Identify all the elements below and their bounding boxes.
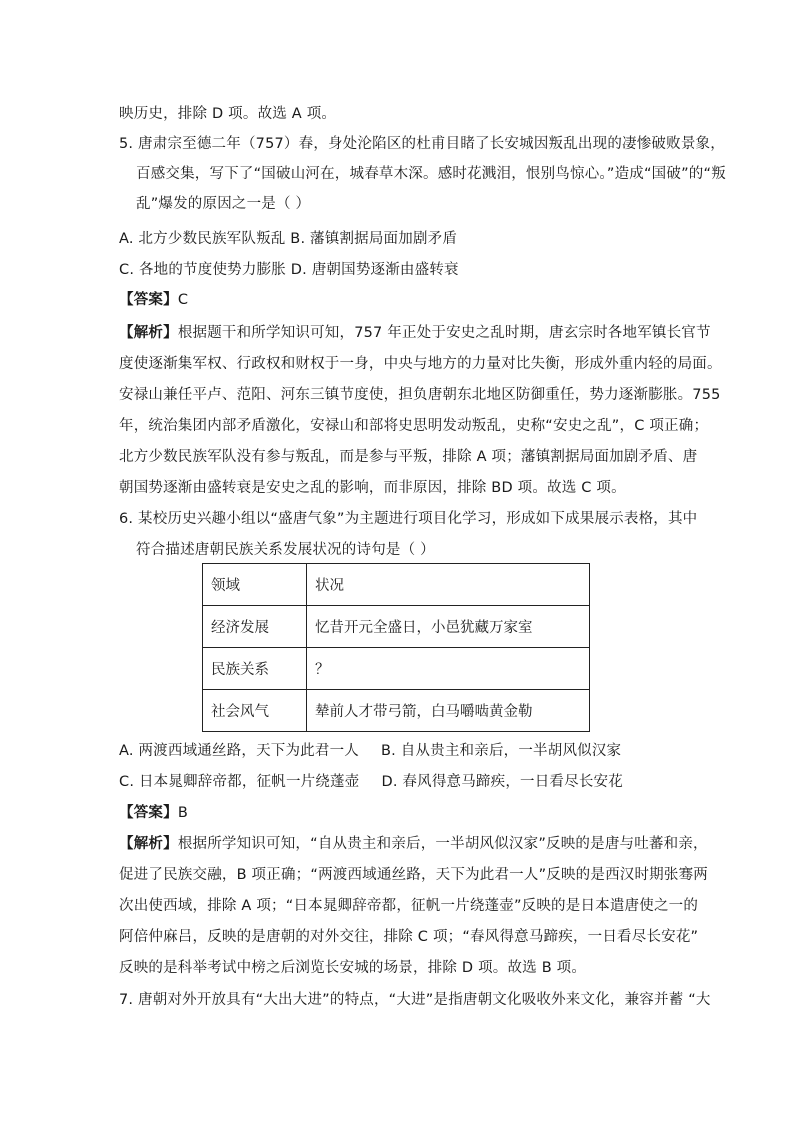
table-cell: 领域 [203,564,307,606]
analysis-tag: 【解析】 [119,836,178,852]
table-cell: 经济发展 [203,606,307,648]
analysis-5-line: 度使逐渐集军权、行政权和财权于一身，中央与地方的力量对比失衡，形成外重内轻的局面。 [119,356,722,372]
analysis-5-line: 年，统治集团内部矛盾激化，安禄山和部将史思明发动叛乱，史称“安史之乱”，C 项正确； [119,418,709,434]
option-a: A. 两渡西域通丝路，天下为此君一人 [119,743,359,759]
question-6-options-cd [119,772,623,792]
answer-6 [119,803,188,823]
table-cell: 社会风气 [203,690,307,732]
question-6-stem: 符合描述唐朝民族关系发展状况的诗句是（ ） [136,542,435,558]
question-7-stem: 7. 唐朝对外开放具有“大出大进”的特点，“大进”是指唐朝文化吸收外来文化，兼容并蓄 “大 [119,992,711,1008]
answer-tag: 【答案】 [119,805,178,821]
analysis-text: 根据所学知识可知，“自从贵主和亲后，一半胡风似汉家”反映的是唐与吐蕃和亲， [177,836,708,852]
answer-value: B [177,805,188,821]
question-5-options-ab: A. 北方少数民族军队叛乱 B. 藩镇割据局面加剧矛盾 [119,231,458,247]
achievement-table [202,563,590,732]
option-d: D. 春风得意马蹄疾，一日看尽长安花 [381,774,623,790]
analysis-5-line: 北方少数民族军队没有参与叛乱，而是参与平叛，排除 A 项；藩镇割据局面加剧矛盾、唐 [119,449,698,465]
analysis-text: 根据题干和所学知识可知，757 年正处于安史之乱时期，唐玄宗时各地军镇长官节 [177,325,711,341]
analysis-5 [119,323,711,343]
table-cell: 辇前人才带弓箭，白马嚼啮黄金勒 [307,690,590,732]
table-cell: ？ [307,648,590,690]
answer-5 [119,290,188,310]
analysis-5-line: 安禄山兼任平卢、范阳、河东三镇节度使，担负唐朝东北地区防御重任，势力逐渐膨胀。755 [119,387,721,403]
question-6-stem: 6. 某校历史兴趣小组以“盛唐气象”为主题进行项目化学习，形成如下成果展示表格，其中 [119,511,698,527]
table-cell: 状况 [307,564,590,606]
analysis-6 [119,834,708,854]
analysis-6-line: 促进了民族交融，B 项正确；“两渡西域通丝路，天下为此君一人”反映的是西汉时期张骞两 [119,867,708,883]
analysis-5-line: 朝国势逐渐由盛转衰是安史之乱的影响，而非原因，排除 BD 项。故选 C 项。 [119,480,626,496]
option-b: B. 自从贵主和亲后，一半胡风似汉家 [380,743,622,759]
analysis-6-line: 反映的是科举考试中榜之后浏览长安城的场景，排除 D 项。故选 B 项。 [119,960,587,976]
answer-value: C [177,292,189,308]
answer-tag: 【答案】 [119,292,178,308]
text-line: 映历史，排除 D 项。故选 A 项。 [119,106,337,122]
analysis-6-line: 阿倍仲麻吕，反映的是唐朝的对外交往，排除 C 项；“春风得意马蹄疾，一日看尽长安花” [119,929,699,945]
option-c: C. 日本晁卿辞帝都，征帆一片绕蓬壶 [119,774,360,790]
table-header-row [203,564,590,606]
question-5-options-cd: C. 各地的节度使势力膨胀 D. 唐朝国势逐渐由盛转衰 [119,262,459,278]
table-row [203,648,590,690]
analysis-6-line: 次出使西域，排除 A 项；“日本晁卿辞帝都，征帆一片绕蓬壶”反映的是日本遣唐使之一的 [119,898,699,914]
question-5-stem: 乱”爆发的原因之一是（ ） [136,196,311,212]
table-row [203,690,590,732]
question-6-options-ab [119,741,621,761]
table-cell: 忆昔开元全盛日，小邑犹藏万家室 [307,606,590,648]
question-5-stem: 5. 唐肃宗至德二年（757）春，身处沦陷区的杜甫目睹了长安城因叛乱出现的凄惨破败景象， [119,136,725,152]
table-cell: 民族关系 [203,648,307,690]
table-row [203,606,590,648]
question-5-stem: 百感交集，写下了“国破山河在，城春草木深。感时花溅泪，恨别鸟惊心。”造成“国破”的“叛 [136,166,726,182]
analysis-tag: 【解析】 [119,325,178,341]
